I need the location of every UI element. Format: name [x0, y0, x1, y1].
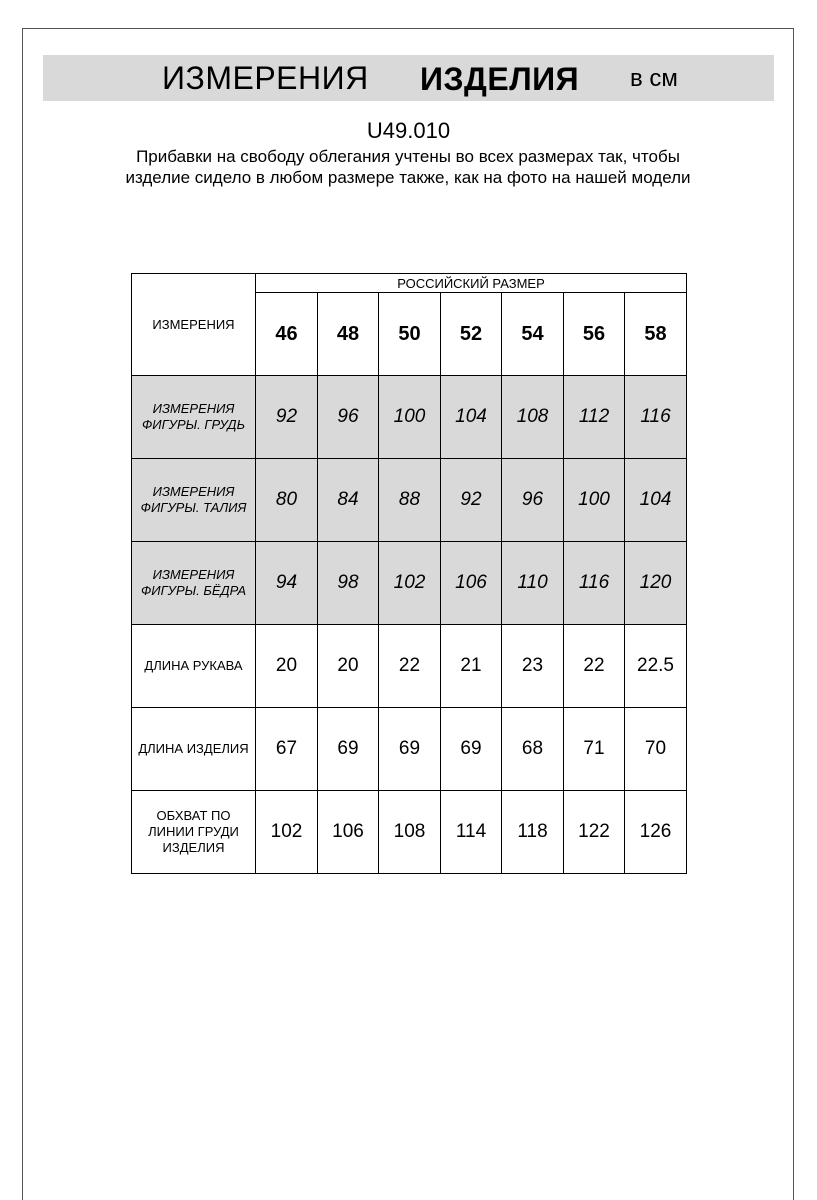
table-cell: 104: [625, 459, 687, 542]
row-label-line: ФИГУРЫ. ТАЛИЯ: [140, 500, 247, 515]
table-cell: 68: [502, 708, 564, 791]
table-row: [132, 542, 687, 625]
row-label-line: ДЛИНА РУКАВА: [144, 658, 243, 673]
table-row: [132, 459, 687, 542]
fit-note: Прибавки на свободу облегания учтены во всех размерах так, чтобы изделие сидело в любом размере также, как на фото на нашей модели: [125, 147, 691, 187]
size-system-header: РОССИЙСКИЙ РАЗМЕР: [256, 274, 687, 293]
article-number: U49.010: [366, 118, 451, 143]
table-cell: 22.5: [625, 625, 687, 708]
row-label-line: ИЗМЕРЕНИЯ: [152, 567, 235, 582]
table-cell: 102: [379, 542, 441, 625]
table-cell: 126: [625, 791, 687, 874]
table-cell: 84: [318, 459, 379, 542]
row-label: [132, 542, 256, 625]
table-cell: 108: [379, 791, 441, 874]
table-cell: 69: [318, 708, 379, 791]
size-header-cell: 50: [379, 293, 441, 376]
size-header-cell: 56: [564, 293, 625, 376]
table-cell: 106: [441, 542, 502, 625]
row-label-line: ИЗМЕРЕНИЯ: [152, 401, 235, 416]
table-cell: 102: [256, 791, 318, 874]
size-header-cell: 58: [625, 293, 687, 376]
row-label-line: ФИГУРЫ. ГРУДЬ: [141, 417, 246, 432]
table-cell: 112: [564, 376, 625, 459]
table-cell: 110: [502, 542, 564, 625]
row-label: [132, 791, 256, 874]
table-cell: 116: [625, 376, 687, 459]
table-cell: 106: [318, 791, 379, 874]
row-label: [132, 376, 256, 459]
table-cell: 118: [502, 791, 564, 874]
table-cell: 69: [441, 708, 502, 791]
table-cell: 96: [318, 376, 379, 459]
table-cell: 71: [564, 708, 625, 791]
size-header-cell: 52: [441, 293, 502, 376]
table-cell: 92: [441, 459, 502, 542]
row-label-line: ФИГУРЫ. БЁДРА: [140, 583, 247, 598]
row-label-line: ЛИНИИ ГРУДИ: [148, 824, 239, 839]
title-product: ИЗДЕЛИЯ: [420, 61, 580, 97]
table-cell: 120: [625, 542, 687, 625]
title-measurements: ИЗМЕРЕНИЯ: [162, 60, 369, 96]
row-label-line: ДЛИНА ИЗДЕЛИЯ: [138, 741, 249, 756]
size-chart-table: [131, 273, 687, 874]
table-cell: 67: [256, 708, 318, 791]
table-cell: 100: [564, 459, 625, 542]
table-cell: 69: [379, 708, 441, 791]
table-row: [132, 625, 687, 708]
size-header-cell: 48: [318, 293, 379, 376]
table-cell: 94: [256, 542, 318, 625]
table-cell: 21: [441, 625, 502, 708]
table-cell: 100: [379, 376, 441, 459]
row-label-line: ИЗДЕЛИЯ: [162, 840, 225, 855]
table-cell: 92: [256, 376, 318, 459]
table-cell: 104: [441, 376, 502, 459]
measure-header: ИЗМЕРЕНИЯ: [132, 274, 256, 376]
row-label-line: ИЗМЕРЕНИЯ: [152, 484, 235, 499]
table-row: [132, 708, 687, 791]
table-cell: 116: [564, 542, 625, 625]
row-label: [132, 625, 256, 708]
table-cell: 98: [318, 542, 379, 625]
size-header-cell: 54: [502, 293, 564, 376]
row-label: [132, 708, 256, 791]
table-cell: 122: [564, 791, 625, 874]
table-cell: 20: [256, 625, 318, 708]
table-cell: 20: [318, 625, 379, 708]
table-cell: 22: [379, 625, 441, 708]
table-cell: 80: [256, 459, 318, 542]
table-cell: 88: [379, 459, 441, 542]
row-label-line: ОБХВАТ ПО: [156, 808, 231, 823]
table-cell: 23: [502, 625, 564, 708]
table-cell: 22: [564, 625, 625, 708]
row-label: [132, 459, 256, 542]
size-header-cell: 46: [256, 293, 318, 376]
table-row: [132, 791, 687, 874]
table-cell: 70: [625, 708, 687, 791]
table-cell: 96: [502, 459, 564, 542]
table-cell: 114: [441, 791, 502, 874]
title-unit: в см: [630, 65, 678, 92]
table-cell: 108: [502, 376, 564, 459]
table-row: [132, 376, 687, 459]
